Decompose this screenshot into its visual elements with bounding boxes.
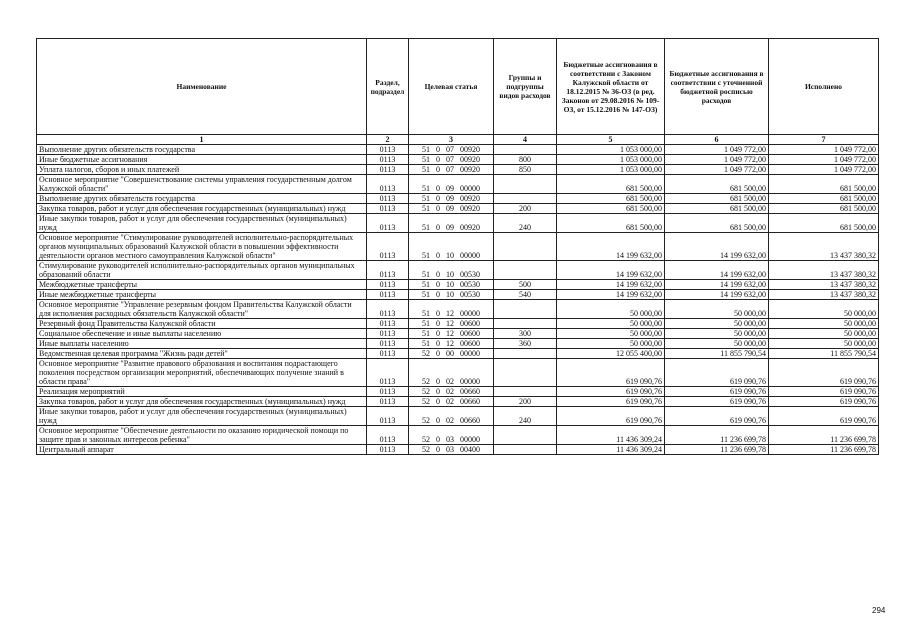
- row-refined: 619 090,76: [665, 397, 769, 407]
- row-name: Иные выплаты населению: [37, 339, 367, 349]
- row-executed: 619 090,76: [769, 407, 879, 426]
- row-section: 0113: [367, 261, 409, 280]
- row-group: [494, 233, 557, 261]
- row-group: 540: [494, 290, 557, 300]
- row-name: Закупка товаров, работ и услуг для обеспечения государственных (муниципальных) нужд: [37, 397, 367, 407]
- row-section: 0113: [367, 426, 409, 445]
- row-section: 0113: [367, 155, 409, 165]
- table-row: [37, 397, 879, 407]
- row-budget: 681 500,00: [557, 204, 665, 214]
- row-executed: 13 437 380,32: [769, 233, 879, 261]
- row-group: 200: [494, 397, 557, 407]
- row-budget: 14 199 632,00: [557, 280, 665, 290]
- table-row: [37, 261, 879, 280]
- column-number: 4: [494, 135, 557, 145]
- row-group: 200: [494, 204, 557, 214]
- row-budget: 681 500,00: [557, 194, 665, 204]
- row-name: Выполнение других обязательств государства: [37, 194, 367, 204]
- row-section: 0113: [367, 280, 409, 290]
- header-budget-refined: Бюджетные ассигнования в соответствии с уточненной бюджетной росписью расходов: [665, 39, 769, 135]
- row-group: 240: [494, 407, 557, 426]
- row-budget: 1 053 000,00: [557, 165, 665, 175]
- row-budget: 1 053 000,00: [557, 145, 665, 155]
- row-refined: 11 236 699,78: [665, 426, 769, 445]
- row-budget: 11 436 309,24: [557, 445, 665, 455]
- row-name: Иные закупки товаров, работ и услуг для обеспечения государственных (муниципальных) нужд: [37, 214, 367, 233]
- row-budget: 14 199 632,00: [557, 261, 665, 280]
- row-name: Основное мероприятие "Обеспечение деятельности по оказанию юридической помощи по защите прав и законных интересов ребенка": [37, 426, 367, 445]
- row-name: Иные межбюджетные трансферты: [37, 290, 367, 300]
- row-target: 51 0 07 00920: [409, 165, 494, 175]
- row-refined: 14 199 632,00: [665, 261, 769, 280]
- row-group: 240: [494, 214, 557, 233]
- table-row: [37, 175, 879, 194]
- header-executed: Исполнено: [769, 39, 879, 135]
- table-row: [37, 194, 879, 204]
- row-group: [494, 349, 557, 359]
- row-section: 0113: [367, 319, 409, 329]
- row-section: 0113: [367, 175, 409, 194]
- row-name: Основное мероприятие "Развитие правового образования и воспитания подрастающего поколения посредством организации мероприятий, обеспечивающих получение знаний в области права": [37, 359, 367, 387]
- row-target: 52 0 02 00660: [409, 407, 494, 426]
- row-refined: 50 000,00: [665, 319, 769, 329]
- row-refined: 1 049 772,00: [665, 155, 769, 165]
- table-row: [37, 359, 879, 387]
- row-target: 51 0 09 00920: [409, 214, 494, 233]
- row-refined: 619 090,76: [665, 387, 769, 397]
- row-name: Основное мероприятие "Управление резервным фондом Правительства Калужской области для исполнения расходных обязательств Калужской области": [37, 300, 367, 319]
- table-row: [37, 319, 879, 329]
- row-group: [494, 175, 557, 194]
- row-group: 300: [494, 329, 557, 339]
- table-row: [37, 349, 879, 359]
- row-budget: 14 199 632,00: [557, 290, 665, 300]
- row-group: [494, 145, 557, 155]
- row-budget: 50 000,00: [557, 339, 665, 349]
- row-budget: 12 055 400,00: [557, 349, 665, 359]
- header-name: Наименование: [37, 39, 367, 135]
- row-name: Резервный фонд Правительства Калужской области: [37, 319, 367, 329]
- row-executed: 619 090,76: [769, 359, 879, 387]
- row-section: 0113: [367, 329, 409, 339]
- row-group: [494, 300, 557, 319]
- row-budget: 50 000,00: [557, 300, 665, 319]
- row-refined: 50 000,00: [665, 339, 769, 349]
- row-name: Стимулирование руководителей исполнительно-распорядительных органов муниципальных образований области: [37, 261, 367, 280]
- row-target: 52 0 03 00000: [409, 426, 494, 445]
- row-target: 51 0 07 00920: [409, 145, 494, 155]
- row-refined: 1 049 772,00: [665, 145, 769, 155]
- row-target: 52 0 02 00660: [409, 397, 494, 407]
- table-row: [37, 445, 879, 455]
- row-executed: 50 000,00: [769, 319, 879, 329]
- row-group: 850: [494, 165, 557, 175]
- row-executed: 1 049 772,00: [769, 165, 879, 175]
- table-row: [37, 300, 879, 319]
- row-budget: 14 199 632,00: [557, 233, 665, 261]
- row-executed: 50 000,00: [769, 339, 879, 349]
- row-section: 0113: [367, 387, 409, 397]
- table-row: [37, 387, 879, 397]
- row-section: 0113: [367, 397, 409, 407]
- column-number: 7: [769, 135, 879, 145]
- row-executed: 1 049 772,00: [769, 155, 879, 165]
- row-executed: 681 500,00: [769, 175, 879, 194]
- row-group: 800: [494, 155, 557, 165]
- table-row: [37, 145, 879, 155]
- row-section: 0113: [367, 194, 409, 204]
- row-section: 0113: [367, 445, 409, 455]
- row-group: [494, 359, 557, 387]
- row-refined: 11 236 699,78: [665, 445, 769, 455]
- row-refined: 50 000,00: [665, 329, 769, 339]
- row-executed: 619 090,76: [769, 397, 879, 407]
- row-budget: 681 500,00: [557, 214, 665, 233]
- row-budget: 619 090,76: [557, 359, 665, 387]
- column-number: 2: [367, 135, 409, 145]
- table-row: [37, 233, 879, 261]
- row-executed: 11 236 699,78: [769, 445, 879, 455]
- row-name: Основное мероприятие "Стимулирование руководителей исполнительно-распорядительных органов муниципальных образований Калужской области в повышении эффективности деятельности органов местного самоуправления Калужской области": [37, 233, 367, 261]
- row-target: 52 0 00 00000: [409, 349, 494, 359]
- row-refined: 681 500,00: [665, 194, 769, 204]
- header-groups: Группы и подгруппы видов расходов: [494, 39, 557, 135]
- row-budget: 619 090,76: [557, 407, 665, 426]
- row-name: Иные бюджетные ассигнования: [37, 155, 367, 165]
- row-target: 52 0 02 00660: [409, 387, 494, 397]
- table-row: [37, 165, 879, 175]
- row-section: 0113: [367, 214, 409, 233]
- row-name: Ведомственная целевая программа "Жизнь ради детей": [37, 349, 367, 359]
- row-target: 52 0 02 00000: [409, 359, 494, 387]
- page-number: 294: [872, 606, 886, 615]
- row-target: 51 0 10 00530: [409, 280, 494, 290]
- row-target: 51 0 12 00000: [409, 300, 494, 319]
- row-executed: 13 437 380,32: [769, 280, 879, 290]
- row-executed: 11 236 699,78: [769, 426, 879, 445]
- table-row: [37, 339, 879, 349]
- column-number-row: [37, 135, 879, 145]
- budget-table: [36, 38, 879, 455]
- column-number: 5: [557, 135, 665, 145]
- row-executed: 681 500,00: [769, 204, 879, 214]
- row-budget: 50 000,00: [557, 319, 665, 329]
- row-group: [494, 261, 557, 280]
- row-group: [494, 445, 557, 455]
- header-section: Раздел, подраздел: [367, 39, 409, 135]
- row-section: 0113: [367, 290, 409, 300]
- row-name: Выполнение других обязательств государства: [37, 145, 367, 155]
- table-row: [37, 155, 879, 165]
- row-refined: 619 090,76: [665, 407, 769, 426]
- row-target: 52 0 03 00400: [409, 445, 494, 455]
- row-section: 0113: [367, 145, 409, 155]
- row-name: Центральный аппарат: [37, 445, 367, 455]
- row-refined: 14 199 632,00: [665, 280, 769, 290]
- row-group: [494, 319, 557, 329]
- header-budget-law: Бюджетные ассигнования в соответствии с Законом Калужской области от 18.12.2015 № 36-ОЗ (в ред. Законов от 29.08.2016 № 109-ОЗ, от 15.12.2016 № 147-ОЗ): [557, 39, 665, 135]
- table-row: [37, 214, 879, 233]
- row-executed: 11 855 790,54: [769, 349, 879, 359]
- header-target: Целевая статья: [409, 39, 494, 135]
- row-target: 51 0 09 00920: [409, 194, 494, 204]
- row-budget: 619 090,76: [557, 387, 665, 397]
- header-row: [37, 39, 879, 135]
- row-target: 51 0 12 00600: [409, 329, 494, 339]
- row-group: [494, 194, 557, 204]
- row-refined: 11 855 790,54: [665, 349, 769, 359]
- table-row: [37, 407, 879, 426]
- row-budget: 11 436 309,24: [557, 426, 665, 445]
- row-target: 51 0 09 00920: [409, 204, 494, 214]
- row-budget: 681 500,00: [557, 175, 665, 194]
- row-section: 0113: [367, 204, 409, 214]
- row-group: [494, 387, 557, 397]
- row-section: 0113: [367, 407, 409, 426]
- row-refined: 619 090,76: [665, 359, 769, 387]
- table-row: [37, 204, 879, 214]
- row-executed: 13 437 380,32: [769, 290, 879, 300]
- row-section: 0113: [367, 300, 409, 319]
- row-section: 0113: [367, 349, 409, 359]
- row-group: 360: [494, 339, 557, 349]
- row-group: [494, 426, 557, 445]
- row-section: 0113: [367, 339, 409, 349]
- row-refined: 14 199 632,00: [665, 290, 769, 300]
- table-body: [37, 145, 879, 455]
- row-target: 51 0 09 00000: [409, 175, 494, 194]
- row-target: 51 0 10 00530: [409, 261, 494, 280]
- row-name: Уплата налогов, сборов и иных платежей: [37, 165, 367, 175]
- row-refined: 681 500,00: [665, 175, 769, 194]
- row-section: 0113: [367, 233, 409, 261]
- row-name: Основное мероприятие "Совершенствование системы управления государственным долгом Калужской области": [37, 175, 367, 194]
- column-number: 3: [409, 135, 494, 145]
- row-executed: 13 437 380,32: [769, 261, 879, 280]
- row-target: 51 0 12 00600: [409, 319, 494, 329]
- table-row: [37, 290, 879, 300]
- table-row: [37, 329, 879, 339]
- row-section: 0113: [367, 359, 409, 387]
- row-executed: 1 049 772,00: [769, 145, 879, 155]
- row-executed: 619 090,76: [769, 387, 879, 397]
- row-name: Социальное обеспечение и иные выплаты населению: [37, 329, 367, 339]
- row-name: Закупка товаров, работ и услуг для обеспечения государственных (муниципальных) нужд: [37, 204, 367, 214]
- row-executed: 681 500,00: [769, 214, 879, 233]
- row-refined: 1 049 772,00: [665, 165, 769, 175]
- row-target: 51 0 07 00920: [409, 155, 494, 165]
- row-target: 51 0 10 00530: [409, 290, 494, 300]
- row-executed: 681 500,00: [769, 194, 879, 204]
- row-group: 500: [494, 280, 557, 290]
- row-budget: 619 090,76: [557, 397, 665, 407]
- table-row: [37, 280, 879, 290]
- row-budget: 50 000,00: [557, 329, 665, 339]
- row-name: Иные закупки товаров, работ и услуг для обеспечения государственных (муниципальных) нужд: [37, 407, 367, 426]
- row-budget: 1 053 000,00: [557, 155, 665, 165]
- row-executed: 50 000,00: [769, 329, 879, 339]
- row-refined: 14 199 632,00: [665, 233, 769, 261]
- row-target: 51 0 10 00000: [409, 233, 494, 261]
- row-target: 51 0 12 00600: [409, 339, 494, 349]
- column-number: 6: [665, 135, 769, 145]
- row-name: Реализация мероприятий: [37, 387, 367, 397]
- row-refined: 681 500,00: [665, 204, 769, 214]
- row-refined: 681 500,00: [665, 214, 769, 233]
- table-row: [37, 426, 879, 445]
- row-refined: 50 000,00: [665, 300, 769, 319]
- row-name: Межбюджетные трансферты: [37, 280, 367, 290]
- column-number: 1: [37, 135, 367, 145]
- row-executed: 50 000,00: [769, 300, 879, 319]
- row-section: 0113: [367, 165, 409, 175]
